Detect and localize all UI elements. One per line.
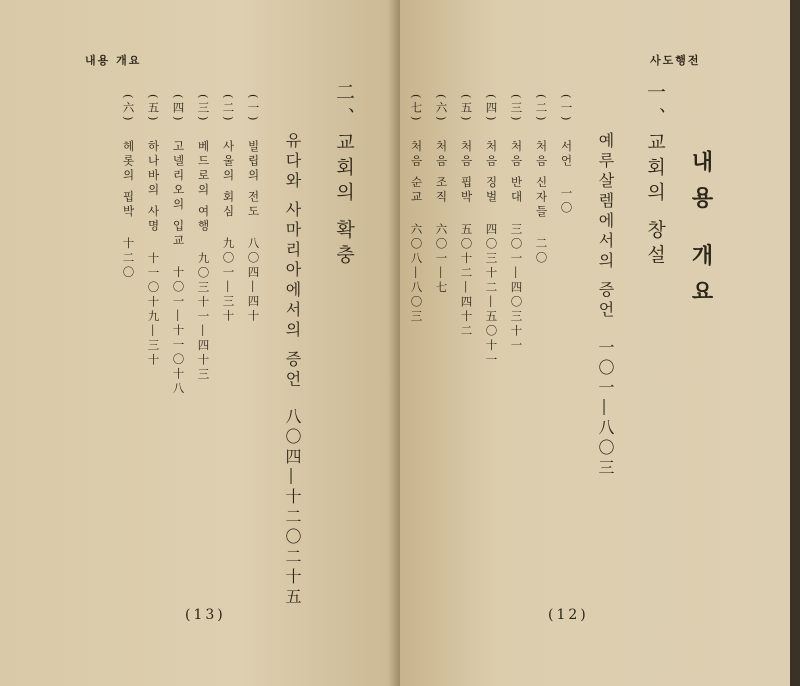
item-text: 베드로의 여행: [196, 140, 211, 234]
item-reference: 八〇四―四十: [246, 237, 261, 325]
heading-reference: 一〇一―八〇三: [596, 339, 615, 480]
item-reference: 六〇一―七: [434, 222, 449, 296]
item-reference: 四〇三十二―五〇十一: [484, 222, 499, 368]
item-text: 처음 순교: [409, 140, 424, 205]
item-text: 처음 신자들: [534, 140, 549, 220]
section-heading: [597, 132, 613, 479]
item-text: 처음 반대: [509, 140, 524, 205]
item-number: (六): [121, 94, 136, 124]
item-text: 서언: [559, 140, 574, 170]
item-number: (六): [434, 94, 449, 124]
item-text: 처음 조직: [434, 140, 449, 205]
item-number: (三): [509, 94, 524, 124]
item-text: 헤롯의 핍박: [121, 140, 136, 220]
item-text: 고넬리오의 입교: [171, 140, 186, 249]
outline-item: [410, 94, 422, 324]
item-reference: 二〇: [534, 237, 549, 267]
item-reference: 六〇八―八〇三: [409, 222, 424, 325]
running-head: 사도행전: [650, 54, 701, 67]
item-number: (四): [171, 94, 186, 124]
item-reference: 九〇三十一―四十三: [196, 251, 211, 383]
outline-item: [222, 94, 234, 324]
heading-text: 예루살렘에서의 증언: [596, 132, 615, 322]
section-title: 一、교회의 창설: [644, 82, 666, 270]
item-number: (一): [246, 94, 261, 124]
heading-text: 유다와 사마리아에서의 증언: [283, 132, 302, 391]
page-number: (13): [185, 607, 226, 623]
page-title: 내용 개요: [688, 150, 714, 316]
item-reference: 十二〇: [121, 237, 136, 281]
section-heading: [284, 132, 300, 608]
outline-item: [485, 94, 497, 368]
item-number: (四): [484, 94, 499, 124]
item-number: (三): [196, 94, 211, 124]
book-cover-edge: [790, 0, 800, 686]
outline-item: [510, 94, 522, 353]
outline-item: [435, 94, 447, 295]
item-number: (一): [559, 94, 574, 124]
item-reference: 一〇: [559, 187, 574, 217]
outline-item: [172, 94, 184, 397]
outline-item: [247, 94, 259, 324]
outline-item: [535, 94, 547, 266]
item-reference: 十一〇十九―三十: [146, 251, 161, 368]
item-text: 처음 핍박: [459, 140, 474, 205]
outline-item: [197, 94, 209, 382]
item-text: 처음 징벌: [484, 140, 499, 205]
right-page: [400, 0, 790, 686]
section-title: 二、교회의 확충: [333, 82, 355, 270]
outline-item: [147, 94, 159, 368]
item-text: 빌립의 전도: [246, 140, 261, 220]
item-number: (二): [534, 94, 549, 124]
item-number: (二): [221, 94, 236, 124]
outline-item: [560, 94, 572, 216]
item-number: (五): [459, 94, 474, 124]
item-reference: 三〇一―四〇三十一: [509, 222, 524, 354]
item-text: 사울의 회심: [221, 140, 236, 220]
item-text: 하나바의 사명: [146, 140, 161, 234]
page-number: (12): [548, 607, 589, 623]
heading-reference: 八〇四―十二〇二十五: [283, 408, 302, 609]
item-number: (七): [409, 94, 424, 124]
outline-item: [122, 94, 134, 281]
running-head: 내용 개요: [85, 54, 142, 67]
item-number: (五): [146, 94, 161, 124]
item-reference: 五〇十二―四十二: [459, 222, 474, 339]
item-reference: 九〇一―三十: [221, 237, 236, 325]
item-reference: 十〇一―十一〇十八: [171, 266, 186, 397]
outline-item: [460, 94, 472, 339]
